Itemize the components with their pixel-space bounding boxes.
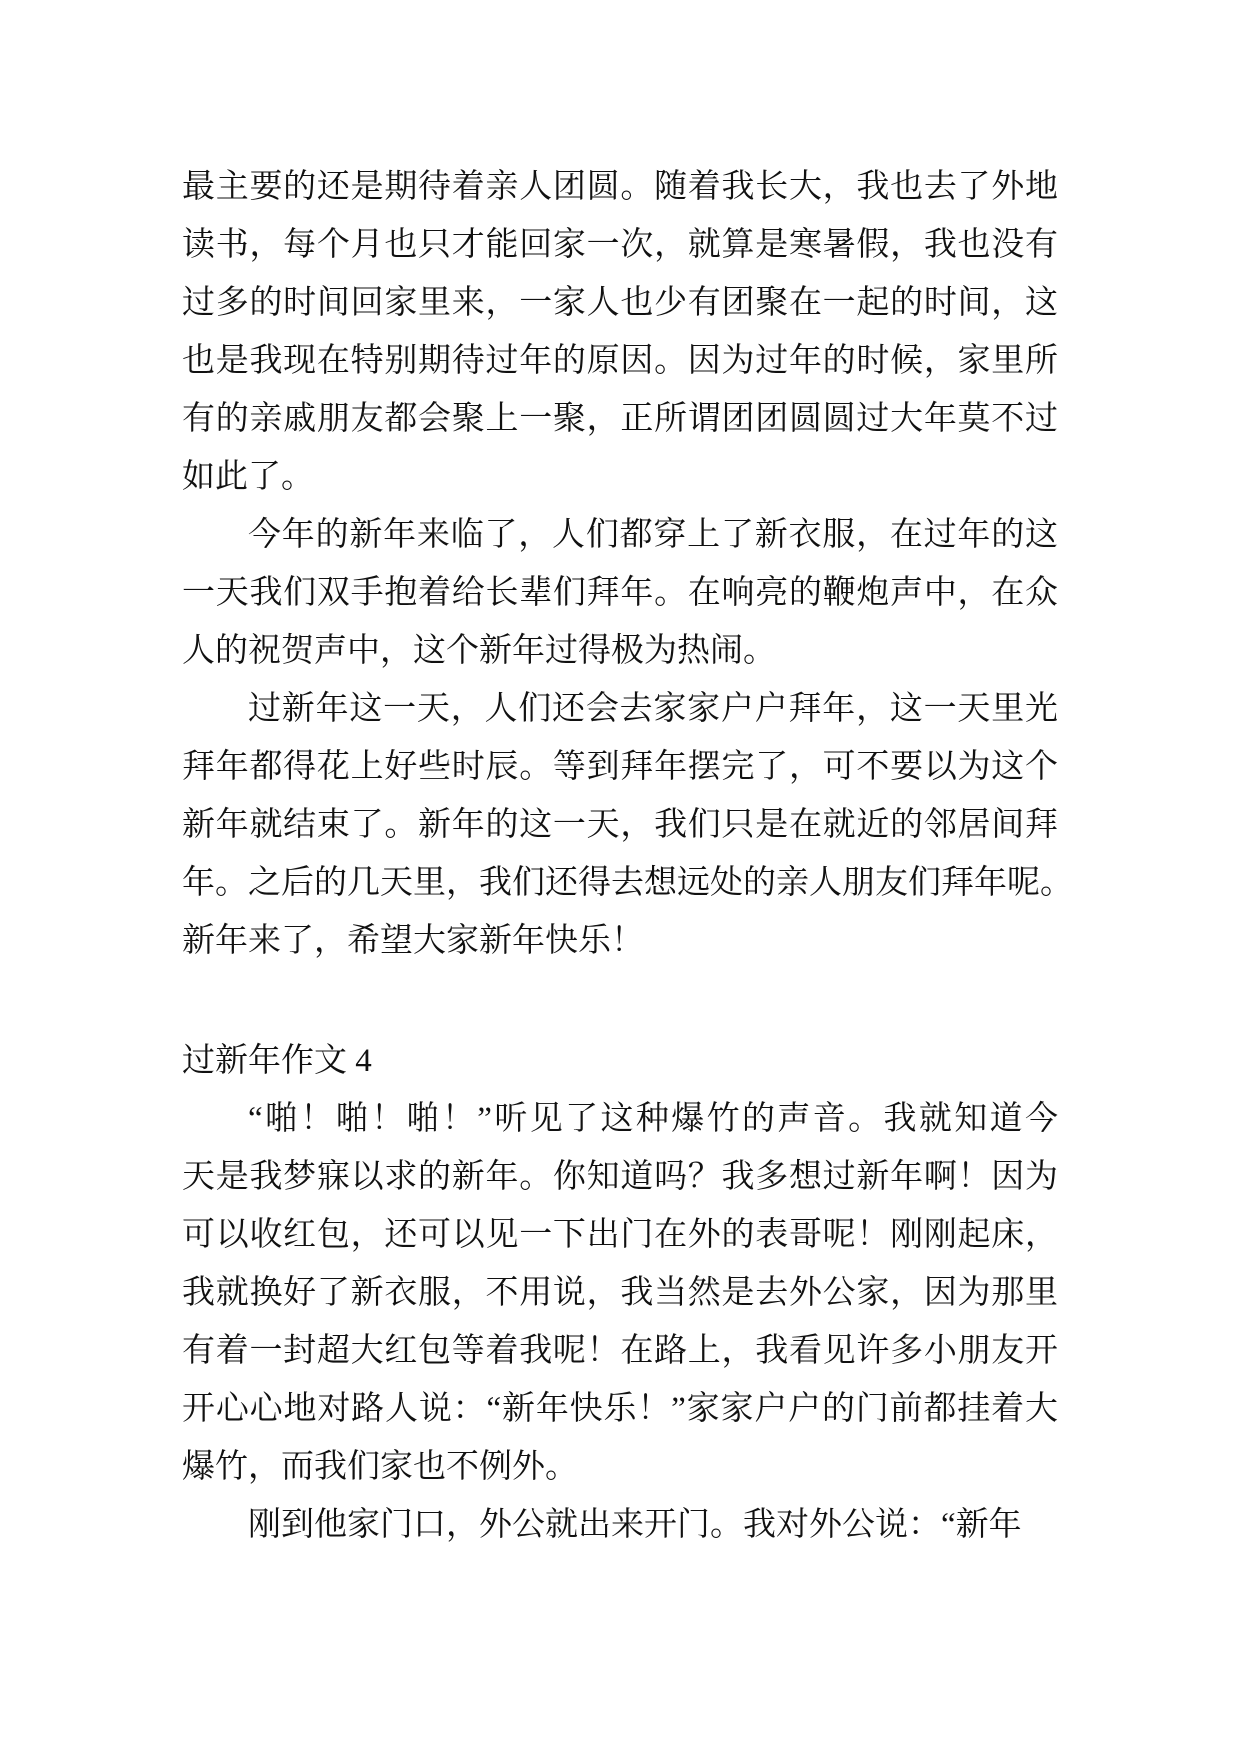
text-line: 我就换好了新衣服，不用说，我当然是去外公家，因为那里 [182,1275,1058,1311]
text-line: 一天我们双手抱着给长辈们拜年。在响亮的鞭炮声中，在众 [182,575,1058,611]
text-line: 年。之后的几天里，我们还得去想远处的亲人朋友们拜年呢。 [182,865,1073,901]
text-line: 最主要的还是期待着亲人团圆。随着我长大，我也去了外地 [182,169,1058,205]
text-line: 新年就结束了。新年的这一天，我们只是在就近的邻居间拜 [182,807,1058,843]
text-line: 开心心地对路人说：“新年快乐！”家家户户的门前都挂着大 [182,1391,1058,1427]
text-line: 爆竹，而我们家也不例外。 [182,1449,578,1485]
section-heading: 过新年作文 4 [182,1043,372,1079]
text-line: 可以收红包，还可以见一下出门在外的表哥呢！刚刚起床， [182,1217,1058,1253]
text-line: 人的祝贺声中，这个新年过得极为热闹。 [182,633,776,669]
text-line: 今年的新年来临了，人们都穿上了新衣服，在过年的这 [248,517,1058,553]
text-line: 新年来了，希望大家新年快乐！ [182,923,644,959]
paragraph [182,506,1058,680]
text-line: 天是我梦寐以求的新年。你知道吗？我多想过新年啊！因为 [182,1159,1058,1195]
text-line: “啪！啪！啪！”听见了这种爆竹的声音。我就知道今 [248,1101,1058,1137]
paragraph [182,1090,1058,1496]
text-line: 刚到他家门口，外公就出来开门。我对外公说：“新年 [248,1507,1022,1543]
text-line: 过多的时间回家里来，一家人也少有团聚在一起的时间，这 [182,285,1058,321]
text-line: 读书，每个月也只才能回家一次，就算是寒暑假，我也没有 [182,227,1058,263]
text-line: 有着一封超大红包等着我呢！在路上，我看见许多小朋友开 [182,1333,1058,1369]
document-text-block [182,158,1073,1554]
text-line: 拜年都得花上好些时辰。等到拜年摆完了，可不要以为这个 [182,749,1058,785]
paragraph [182,680,1073,970]
text-line: 有的亲戚朋友都会聚上一聚，正所谓团团圆圆过大年莫不过 [182,401,1058,437]
text-line: 如此了。 [182,459,314,495]
text-line: 也是我现在特别期待过年的原因。因为过年的时候，家里所 [182,343,1058,379]
paragraph [182,158,1058,506]
paragraph [182,1496,1058,1554]
text-line: 过新年这一天，人们还会去家家户户拜年，这一天里光 [248,691,1058,727]
